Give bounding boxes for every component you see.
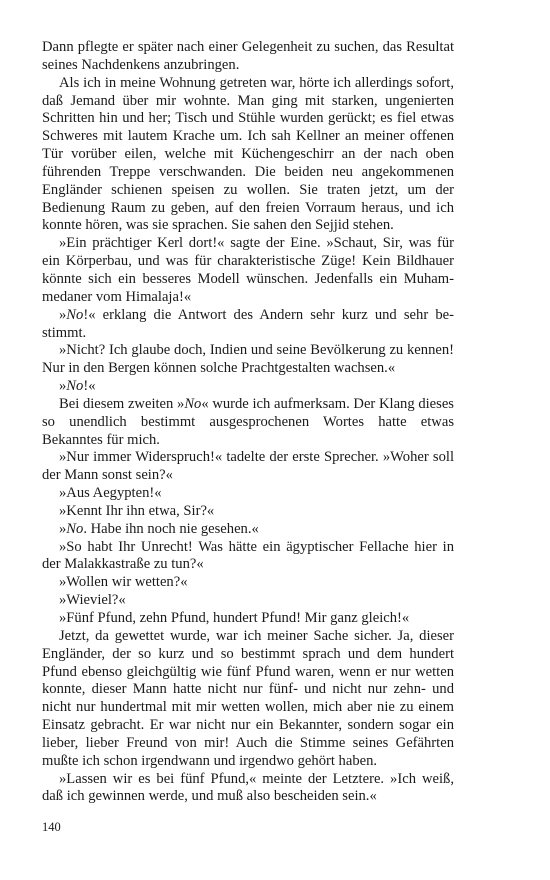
paragraph: Jetzt, da gewettet wurde, war ich meiner Sache sicher. Ja, dieser Engländer, der so kurz und so bestimmt sprach und dem hundert Pfund ebenso gleichgültig wie fünf Pfund waren, wenn er nur wetten konnte, dieser Mann hatte nicht nur fünf- und nicht nur zehn- und nicht nur hundertmal mit mir wetten wollen, mich aber nie zu einem Einsatz gebracht. Er war nicht nur ein Bekannter, sondern sogar ein lieber, lieber Freund von mir! Auch die Stimme seines Gefährten mußte ich schon irgendwann und irgendwo gehört haben. <box>42 627 454 769</box>
paragraph: »Wollen wir wetten?« <box>59 574 188 591</box>
paragraph: Dann pflegte er später nach einer Gelegenheit zu suchen, das Resultat seines Nachdenkens anzubringen. <box>42 39 454 73</box>
paragraph: »Aus Aegypten!« <box>59 485 162 502</box>
paragraph: »Wieviel?« <box>59 592 126 609</box>
paragraph: »No. Habe ihn noch nie gesehen.« <box>59 520 259 537</box>
page-number: 140 <box>42 820 61 834</box>
paragraph: »No!« erklang die Antwort des Andern sehr kurz und sehr bestimmt. <box>42 306 454 341</box>
paragraph: »Nur immer Widerspruch!« tadelte der erste Sprecher. »Woher soll der Mann sonst sein?« <box>42 449 454 484</box>
paragraph: »Fünf Pfund, zehn Pfund, hundert Pfund! Mir ganz gleich!« <box>59 610 410 626</box>
paragraph: »So habt Ihr Unrecht! Was hätte ein ägyptischer Fellache hier in der Malakkastraße zu tun?« <box>42 538 454 573</box>
paragraph: »Lassen wir es bei fünf Pfund,« meinte der Letztere. »Ich weiß, daß ich gewinnen werde, und muß also bescheiden sein.« <box>42 770 454 805</box>
page-body <box>42 39 454 806</box>
paragraph: »Nicht? Ich glaube doch, Indien und seine Bevölkerung zu kennen! Nur in den Bergen können solche Prachtgestalten wachsen.« <box>42 342 454 377</box>
paragraph: Bei diesem zweiten »No« wurde ich aufmerksam. Der Klang dieses so unendlich bestimmt ausgesprochenen Wortes hatte etwas Bekanntes für mich. <box>42 395 454 448</box>
paragraph: »No!« <box>59 378 96 395</box>
paragraph: Als ich in meine Wohnung getreten war, hörte ich allerdings sofort, daß Jemand über mir wohnte. Man ging mit starken, ungenierten Schritten hin und her; Tisch und Stühle wurden gerückt; es fiel etwas Schweres mit lautem Krache um. Ich sah Kellner an meiner offenen Tür vorüber eilen, welche mit Küchengeschirr an der nach oben führenden Treppe verschwanden. Die beiden neu angekommenen Engländer schienen speisen zu wollen. Sie traten jetzt, um der Bedienung Raum zu geben, auf den freien Vorraum heraus, und ich konnte hören, was sie sprachen. Sie sahen den Sejjid stehen. <box>42 74 454 234</box>
paragraph: »Kennt Ihr ihn etwa, Sir?« <box>59 502 215 519</box>
paragraph: »Ein prächtiger Kerl dort!« sagte der Eine. »Schaut, Sir, was für ein Körperbau, und was für charakteristische Züge! Kein Bildhauer könnte sich ein besseres Modell wünschen. Jedenfalls ein Muhammedaner vom Himalaja!« <box>42 235 454 305</box>
